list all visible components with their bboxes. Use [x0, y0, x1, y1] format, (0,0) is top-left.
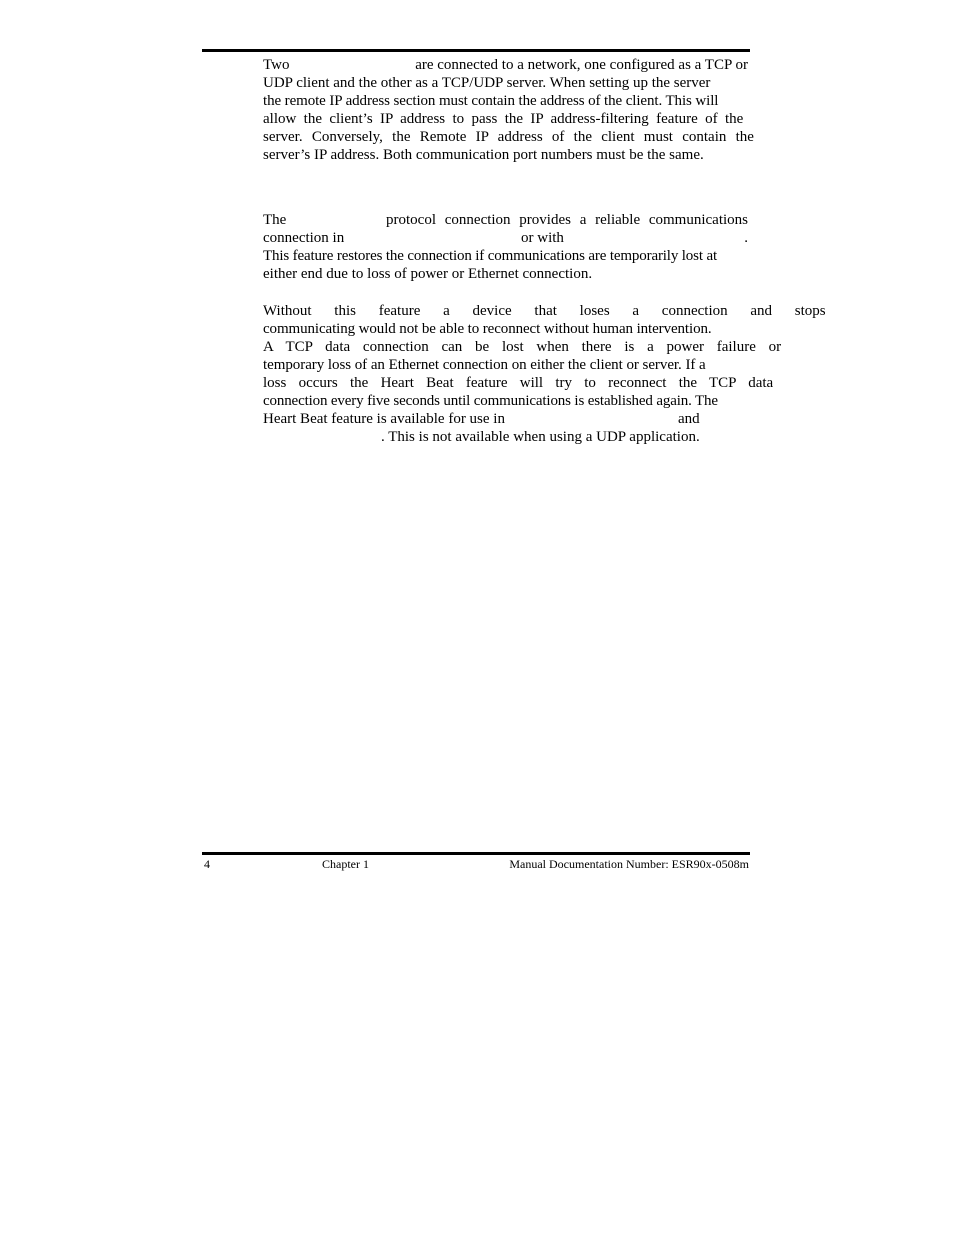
p2-line-1-start: The: [263, 212, 287, 228]
p3-line-6: connection every five seconds until communications is established again. The: [263, 393, 718, 409]
p1-line-1: [263, 56, 748, 74]
page-number: 4: [204, 857, 210, 871]
p3-line-7-end: and: [678, 411, 700, 427]
p1-line-5: server. Conversely, the Remote IP address of the client must contain the: [263, 129, 754, 145]
p2-line-2-end: .: [744, 230, 748, 246]
p3-line-3: A TCP data connection can be lost when there is a power failure or: [263, 339, 782, 355]
p1-line-4: allow the client’s IP address to pass the IP address-filtering feature of the: [263, 111, 744, 127]
p1-line-2: UDP client and the other as a TCP/UDP server. When setting up the server: [263, 75, 711, 91]
p1-line-1-end: are connected to a network, one configured as a TCP or: [415, 57, 748, 73]
p2-line-2: [263, 229, 748, 247]
p3-line-4: temporary loss of an Ethernet connection on either the client or server. If a: [263, 357, 706, 373]
p3-line-1: Without this feature a device that loses a connection and stops: [263, 303, 826, 319]
p3-line-2: communicating would not be able to reconnect without human intervention.: [263, 321, 712, 337]
p1-line-6: server’s IP address. Both communication port numbers must be the same.: [263, 147, 704, 163]
p2-line-1-end: protocol connection provides a reliable communications: [386, 212, 748, 228]
doc-number: Manual Documentation Number: ESR90x-0508m: [509, 857, 749, 871]
p3-line-8: . This is not available when using a UDP application.: [381, 429, 700, 445]
p3-line-5: loss occurs the Heart Beat feature will try to reconnect the TCP data: [263, 375, 774, 391]
chapter-label: Chapter 1: [322, 857, 369, 871]
p2-line-2-start: connection in: [263, 230, 345, 246]
p1-line-1-start: Two: [263, 57, 290, 73]
p2-line-1: [263, 211, 748, 229]
p2-line-2-middle: or with: [521, 230, 564, 246]
p2-line-4: either end due to loss of power or Ethernet connection.: [263, 266, 593, 282]
header-rule: [202, 49, 750, 52]
p2-line-3: This feature restores the connection if communications are temporarily lost at: [263, 248, 717, 264]
footer-rule: [202, 852, 750, 855]
p1-line-3: the remote IP address section must contain the address of the client. This will: [263, 93, 719, 109]
p3-line-7: [263, 410, 748, 428]
p3-line-7-start: Heart Beat feature is available for use in: [263, 411, 505, 427]
